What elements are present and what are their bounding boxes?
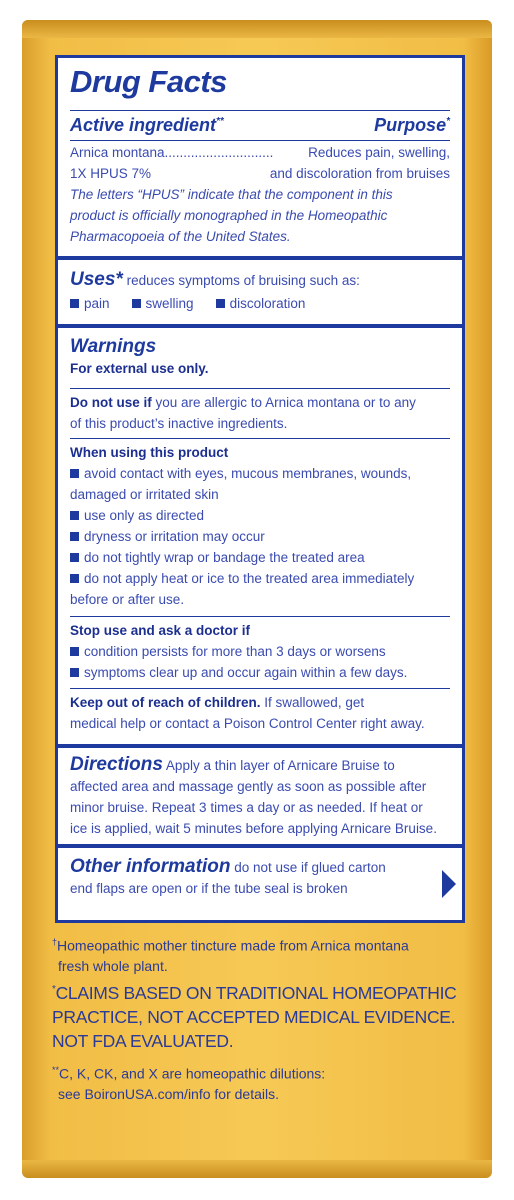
hpus-note-3: Pharmacopoeia of the United States.	[70, 229, 291, 244]
warnings-divider	[70, 388, 450, 389]
warnings-divider	[70, 438, 450, 439]
purpose-text-2: and discoloration from bruises	[269, 166, 450, 181]
other-info-text-2: end flaps are open or if the tube seal is broken	[70, 881, 348, 896]
ingredient-row-1	[70, 142, 450, 163]
do-not-use-block	[58, 392, 462, 434]
ingredient-row-2	[70, 163, 450, 184]
square-bullet-icon	[216, 299, 225, 308]
when-item-cont: before or after use.	[70, 592, 185, 607]
directions-text: affected area and massage gently as soon as possible after	[70, 779, 427, 794]
drug-facts-panel	[55, 55, 465, 923]
uses-text: reduces symptoms of bruising such as:	[122, 273, 360, 288]
external-use-text: For external use only.	[70, 361, 209, 376]
active-block	[58, 112, 462, 138]
active-ingredient-body	[58, 142, 462, 247]
active-ingredient-heading: Active ingredient**	[70, 114, 224, 135]
warnings-section	[58, 336, 462, 379]
hpus-note-1: The letters “HPUS” indicate that the component in this	[70, 187, 393, 202]
footnote-mother-tincture: †Homeopathic mother tincture made from Arnica montana fresh whole plant.	[52, 937, 409, 974]
active-header-row	[70, 112, 450, 138]
stop-use-heading: Stop use and ask a doctor if	[70, 623, 251, 638]
active-divider	[70, 140, 450, 141]
when-item: do not apply heat or ice to the treated area immediately	[70, 568, 450, 589]
when-item: avoid contact with eyes, mucous membranes, wounds,	[70, 463, 450, 484]
when-item: do not tightly wrap or bandage the treated area	[70, 547, 450, 568]
directions-text: minor bruise. Repeat 3 times a day or as needed. If heat or	[70, 800, 423, 815]
when-item: dryness or irritation may occur	[70, 526, 450, 547]
carton-top-edge	[22, 20, 492, 38]
stop-item: symptoms clear up and occur again within a few days.	[70, 662, 450, 683]
uses-item: discoloration	[216, 293, 306, 314]
directions-text: ice is applied, wait 5 minutes before applying Arnicare Bruise.	[70, 821, 437, 836]
purpose-text-1: Reduces pain, swelling,	[308, 145, 450, 160]
warnings-divider	[70, 616, 450, 617]
triangle-right-icon	[442, 870, 456, 898]
square-bullet-icon	[70, 511, 79, 520]
keep-out-text-2: medical help or contact a Poison Control Center right away.	[70, 716, 425, 731]
hpus-note-2: product is officially monographed in the Homeopathic	[70, 208, 388, 223]
section-separator	[58, 256, 462, 260]
carton-bottom-edge	[22, 1160, 492, 1178]
directions-section	[58, 754, 462, 839]
square-bullet-icon	[132, 299, 141, 308]
section-separator	[58, 844, 462, 848]
warnings-divider	[70, 688, 450, 689]
square-bullet-icon	[70, 647, 79, 656]
uses-item: swelling	[132, 293, 194, 314]
when-item: use only as directed	[70, 505, 450, 526]
active-ingredient-section	[58, 64, 462, 100]
square-bullet-icon	[70, 668, 79, 677]
stop-item: condition persists for more than 3 days or worsens	[70, 641, 450, 662]
ingredient-name: Arnica montana.............................	[70, 145, 274, 160]
square-bullet-icon	[70, 574, 79, 583]
drug-facts-title: Drug Facts	[70, 64, 227, 99]
when-using-heading: When using this product	[70, 445, 229, 460]
do-not-use-text: you are allergic to Arnica montana or to any	[151, 395, 416, 410]
uses-item: pain	[70, 293, 110, 314]
square-bullet-icon	[70, 553, 79, 562]
footnote-claims: *CLAIMS BASED ON TRADITIONAL HOMEOPATHIC PRACTICE, NOT ACCEPTED MEDICAL EVIDENCE. NOT FDA EVALUATED.	[52, 982, 457, 1051]
uses-heading: Uses*	[70, 269, 123, 290]
do-not-use-heading: Do not use if	[70, 395, 152, 410]
title-divider	[70, 110, 450, 111]
square-bullet-icon	[70, 532, 79, 541]
keep-out-text: If swallowed, get	[260, 695, 365, 710]
directions-heading: Directions	[70, 754, 163, 775]
ingredient-dilution: 1X HPUS 7%	[70, 166, 152, 181]
when-item-cont: damaged or irritated skin	[70, 487, 219, 502]
uses-list	[70, 293, 450, 314]
square-bullet-icon	[70, 469, 79, 478]
keep-out-heading: Keep out of reach of children.	[70, 695, 261, 710]
purpose-heading: Purpose*	[374, 114, 450, 135]
stop-use-block	[58, 620, 462, 683]
footnote-dilutions: **C, K, CK, and X are homeopathic dilutions: see BoironUSA.com/info for details.	[52, 1065, 326, 1102]
other-info-text: do not use if glued carton	[230, 860, 386, 875]
when-using-block	[58, 442, 462, 610]
keep-out-block	[58, 692, 462, 734]
directions-text: Apply a thin layer of Arnicare Bruise to	[162, 758, 395, 773]
section-separator	[58, 324, 462, 328]
do-not-use-text-2: of this product’s inactive ingredients.	[70, 416, 288, 431]
uses-section	[58, 268, 462, 314]
other-info-section	[58, 856, 462, 899]
section-separator	[58, 744, 462, 748]
square-bullet-icon	[70, 299, 79, 308]
other-info-heading: Other information	[70, 856, 231, 877]
warnings-heading: Warnings	[70, 336, 157, 357]
